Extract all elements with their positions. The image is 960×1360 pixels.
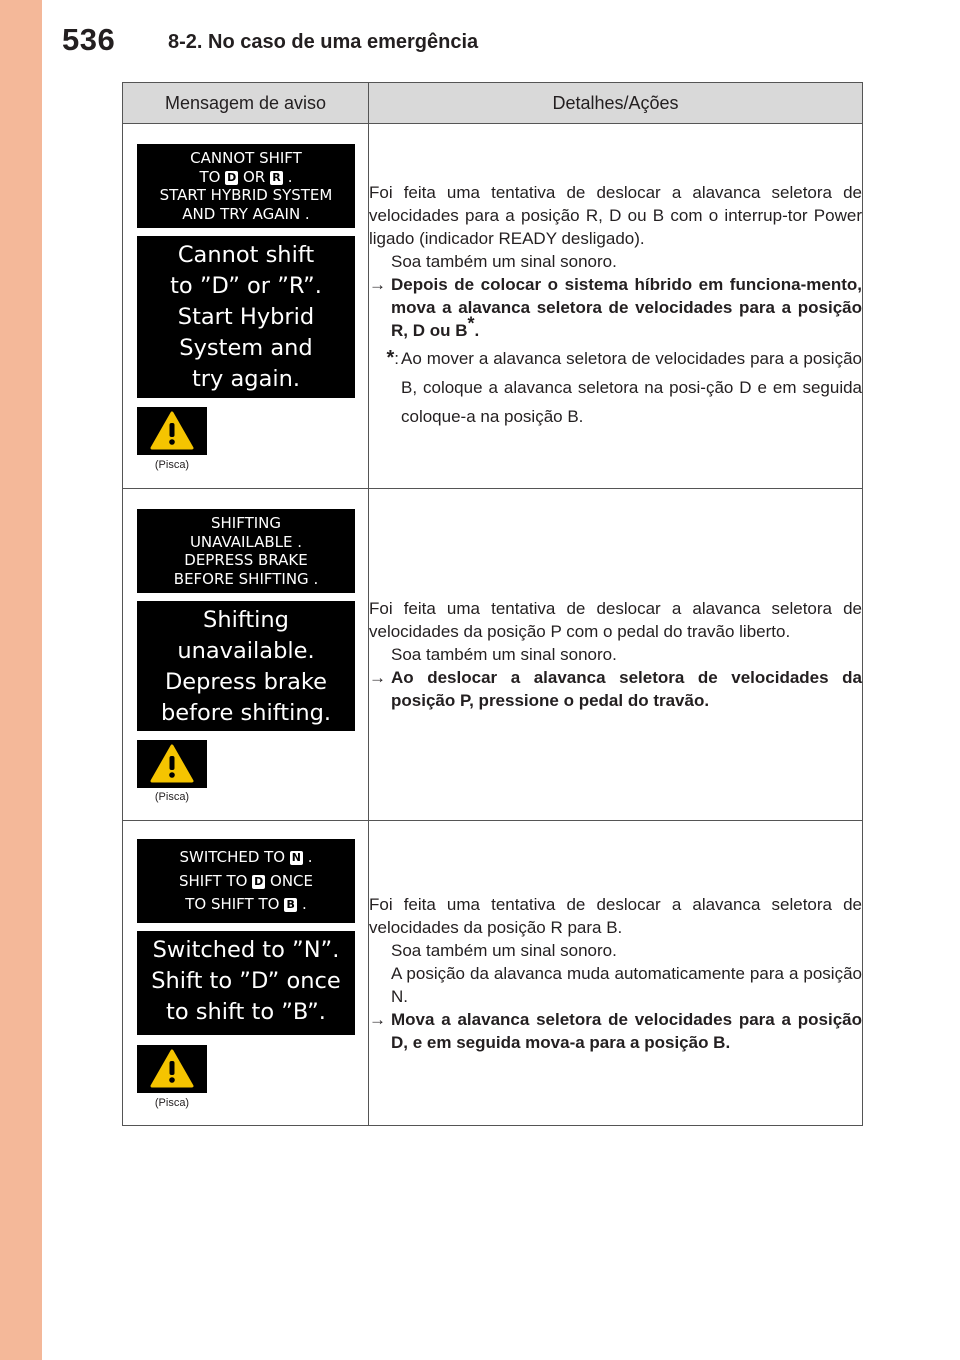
warning-message-cell <box>123 821 369 1126</box>
footnote-star: * <box>386 347 395 369</box>
lcd-text: SHIFT TO <box>178 871 248 890</box>
lcd-message <box>137 601 355 731</box>
lcd-line: unavailable. <box>177 638 315 664</box>
lcd-text: TO <box>199 167 221 186</box>
details-text: Soa também um sinal sonoro. <box>391 940 617 960</box>
action-text <box>391 273 862 342</box>
lcd-text: . <box>287 167 293 186</box>
lcd-text: OR <box>242 167 266 186</box>
lcd-line: Start Hybrid <box>177 304 315 330</box>
action-text: Mova a alavanca seletora de velocidades para a posição D, e em seguida mova-a para a posição B. <box>391 1009 862 1052</box>
lcd-line: Cannot shift <box>177 242 315 268</box>
lcd-text: . <box>307 848 313 866</box>
action-text-end: . <box>474 321 480 340</box>
arrow-icon: → <box>369 275 386 294</box>
details-text: Foi feita uma tentativa de deslocar a alavanca seletora de velocidades para a posição R, D ou B com o interrup-tor Power ligado (indicador READY desligado). <box>369 183 862 248</box>
lcd-line: Depress brake <box>164 669 328 695</box>
warning-message-cell <box>123 124 369 489</box>
column-header-details: Detalhes/Ações <box>369 83 863 124</box>
lcd-line <box>137 846 355 870</box>
table-row <box>123 821 863 1126</box>
shift-position-d-icon: D <box>227 170 237 184</box>
lcd-text: TO SHIFT TO <box>185 895 280 913</box>
lcd-line: DEPRESS BRAKE <box>184 551 308 569</box>
shift-position-b-icon: B <box>284 898 297 912</box>
lcd-caps-message <box>137 839 355 923</box>
flash-label: (Pisca) <box>154 1097 190 1109</box>
footnote-marker <box>369 344 401 431</box>
lcd-line: System and <box>179 335 313 361</box>
action-item <box>369 273 862 342</box>
lcd-line: Switched to ”N”. <box>152 937 340 963</box>
lcd-text: . <box>302 895 307 913</box>
details-text: Foi feita uma tentativa de deslocar a alavanca seletora de velocidades da posição P com o pedal do travão liberto. <box>369 599 862 641</box>
flash-label: (Pisca) <box>154 459 190 471</box>
action-item <box>369 666 862 712</box>
lcd-text: ONCE <box>270 871 314 890</box>
action-text: Ao deslocar a alavanca seletora de velocidades da posição P, pressione o pedal do travão. <box>391 668 862 710</box>
warning-message-table <box>122 82 863 1126</box>
shift-position-n-icon: N <box>291 851 302 864</box>
details-cell <box>369 821 863 1126</box>
details-text: A posição da alavanca muda automaticamente para a posição N. <box>391 963 862 1006</box>
section-title: 8-2. No caso de uma emergência <box>168 31 479 53</box>
page-number: 536 <box>62 22 116 57</box>
lcd-caps-message <box>137 509 355 593</box>
warning-triangle-icon <box>137 1045 207 1093</box>
footnote-text: Ao mover a alavanca seletora de velocidades para a posição B, coloque a alavanca seletora na posi-ção D e em seguida coloque-a na posição B. <box>401 349 862 426</box>
arrow-icon: → <box>369 668 386 687</box>
warning-triangle-icon <box>137 740 207 788</box>
footnote-mark: * <box>467 313 475 334</box>
lcd-line: to ”D” or ”R”. <box>170 273 322 299</box>
lcd-line: Shifting <box>203 607 289 633</box>
lcd-line: UNAVAILABLE . <box>189 532 303 551</box>
lcd-line: AND TRY AGAIN . <box>182 204 310 223</box>
lcd-line: SHIFTING <box>210 514 282 532</box>
lcd-message <box>137 931 355 1035</box>
table-row <box>123 489 863 821</box>
lcd-line <box>137 168 355 187</box>
lcd-line <box>137 870 355 894</box>
warning-triangle-icon <box>137 407 207 455</box>
lcd-line: Shift to ”D” once <box>151 968 341 994</box>
warning-message-cell <box>123 489 369 821</box>
details-text: Foi feita uma tentativa de deslocar a alavanca seletora de velocidades da posição R para B. <box>369 894 862 937</box>
details-text: Soa também um sinal sonoro. <box>391 252 617 271</box>
lcd-line: to shift to ”B”. <box>166 999 326 1025</box>
lcd-line: before shifting. <box>160 700 332 726</box>
lcd-line: try again. <box>191 366 301 392</box>
lcd-message <box>137 236 355 398</box>
footnote <box>369 344 862 431</box>
lcd-line: START HYBRID SYSTEM <box>159 186 333 204</box>
column-header-message: Mensagem de aviso <box>123 83 369 124</box>
details-cell <box>369 124 863 489</box>
lcd-line: CANNOT SHIFT <box>190 149 302 167</box>
lcd-caps-message <box>137 144 355 228</box>
flash-label: (Pisca) <box>154 791 190 803</box>
action-text-main: Depois de colocar o sistema híbrido em funciona-mento, mova a alavanca seletora de velocidades para a posição R, D ou B <box>391 275 862 340</box>
lcd-line: BEFORE SHIFTING . <box>173 569 319 588</box>
chapter-color-band <box>0 0 42 1360</box>
shift-position-r-icon: R <box>270 171 283 185</box>
table-row <box>123 124 863 489</box>
details-text: Soa também um sinal sonoro. <box>391 645 617 664</box>
action-item <box>369 1008 862 1054</box>
footnote-colon: : <box>394 349 399 368</box>
arrow-icon: → <box>369 1009 386 1029</box>
lcd-line <box>137 893 355 917</box>
lcd-text: SWITCHED TO <box>179 848 286 866</box>
shift-position-d-icon: D <box>254 874 264 888</box>
details-cell <box>369 489 863 821</box>
